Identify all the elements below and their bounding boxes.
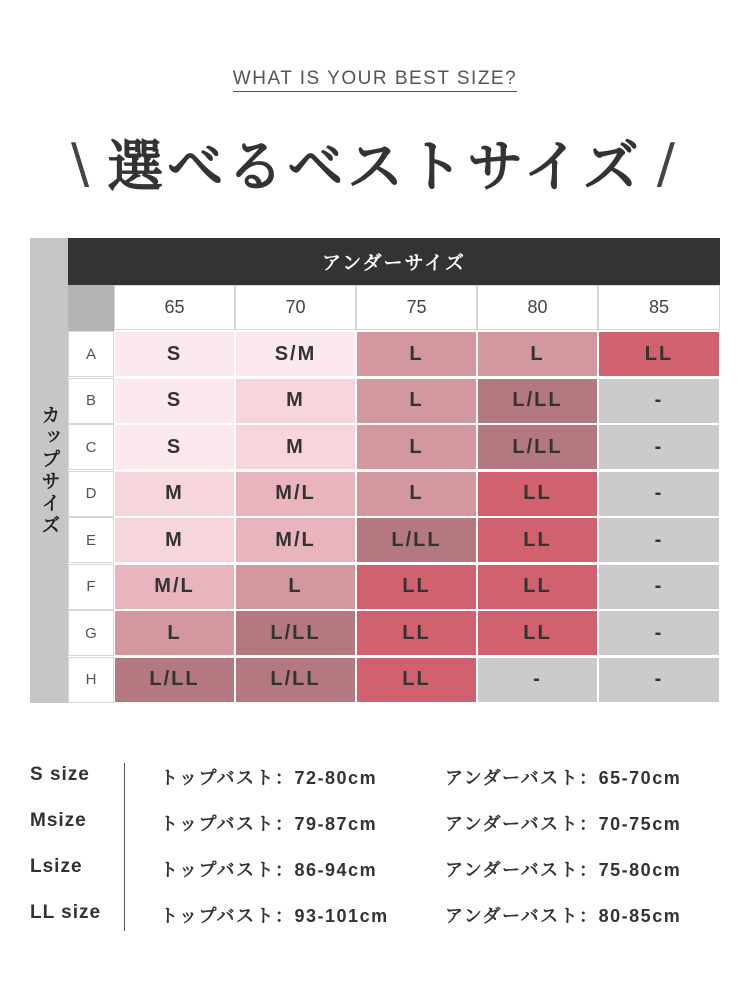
size-cell: M [235,378,356,424]
size-cell: LL [356,610,477,656]
size-cell: LL [477,610,598,656]
size-cell: S/M [235,331,356,377]
column-header: 65 [114,285,235,330]
under-bust-range: アンダーバスト：75-80cm [445,860,682,880]
under-size-header [68,238,720,285]
title-slash-right: / [656,131,679,195]
cup-row-header: E [68,517,114,563]
eyebrow-heading [0,68,750,90]
under-size-label: アンダーサイズ [322,253,466,274]
page-title [0,118,750,208]
size-label: Lsize [30,856,83,877]
size-cell: L [477,331,598,377]
size-cell: L/LL [114,657,235,703]
size-cell: LL [477,564,598,610]
size-cell: M/L [235,471,356,517]
size-cell: - [598,471,720,517]
size-cell: M [114,517,235,563]
size-cell: S [114,424,235,470]
size-label: Msize [30,810,87,831]
size-cell: M [114,471,235,517]
size-cell: S [114,378,235,424]
top-bust-range: トップバスト：79-87cm [160,814,378,834]
size-cell: L/LL [477,378,598,424]
under-bust-range: アンダーバスト：65-70cm [445,768,682,788]
size-cell: L [356,471,477,517]
cup-row-header: B [68,378,114,424]
size-row [0,902,750,932]
size-cell: L [356,378,477,424]
under-bust-range: アンダーバスト：80-85cm [445,906,682,926]
size-cell: M [235,424,356,470]
size-label: LL size [30,902,102,923]
top-bust-range: トップバスト：93-101cm [160,906,389,926]
column-header: 85 [598,285,720,330]
cup-row-header: H [68,657,114,703]
size-row [0,764,750,794]
size-cell: LL [356,657,477,703]
size-cell: LL [598,331,720,377]
cup-size-label-column [30,238,68,703]
size-cell: L/LL [235,657,356,703]
eyebrow-text: WHAT IS YOUR BEST SIZE? [233,68,517,92]
cup-size-label: カップサイズ [38,404,60,537]
size-cell: L [356,424,477,470]
title-slash-left: \ [71,131,94,195]
size-row [0,856,750,886]
size-cell: - [598,424,720,470]
size-cell: L/LL [356,517,477,563]
size-cell: LL [477,471,598,517]
size-cell: M/L [114,564,235,610]
size-cell: L [235,564,356,610]
size-cell: M/L [235,517,356,563]
size-cell: S [114,331,235,377]
column-header: 75 [356,285,477,330]
top-bust-range: トップバスト：72-80cm [160,768,378,788]
cup-row-header: G [68,610,114,656]
table-corner [68,285,114,331]
size-cell: LL [356,564,477,610]
size-row [0,810,750,840]
column-header: 70 [235,285,356,330]
size-cell: - [598,517,720,563]
size-cell: - [598,610,720,656]
size-cell: LL [477,517,598,563]
top-bust-range: トップバスト：86-94cm [160,860,378,880]
under-bust-range: アンダーバスト：70-75cm [445,814,682,834]
title-text: 選べるベストサイズ [107,134,643,200]
size-cell: - [598,564,720,610]
size-label: S size [30,764,90,785]
cup-row-header: D [68,471,114,517]
size-cell: L/LL [477,424,598,470]
cup-row-header: A [68,331,114,377]
size-cell: - [598,657,720,703]
cup-row-header: F [68,564,114,610]
size-cell: - [598,378,720,424]
size-cell: L [114,610,235,656]
cup-row-header: C [68,424,114,470]
size-cell: L [356,331,477,377]
size-cell: L/LL [235,610,356,656]
size-cell: - [477,657,598,703]
column-header: 80 [477,285,598,330]
